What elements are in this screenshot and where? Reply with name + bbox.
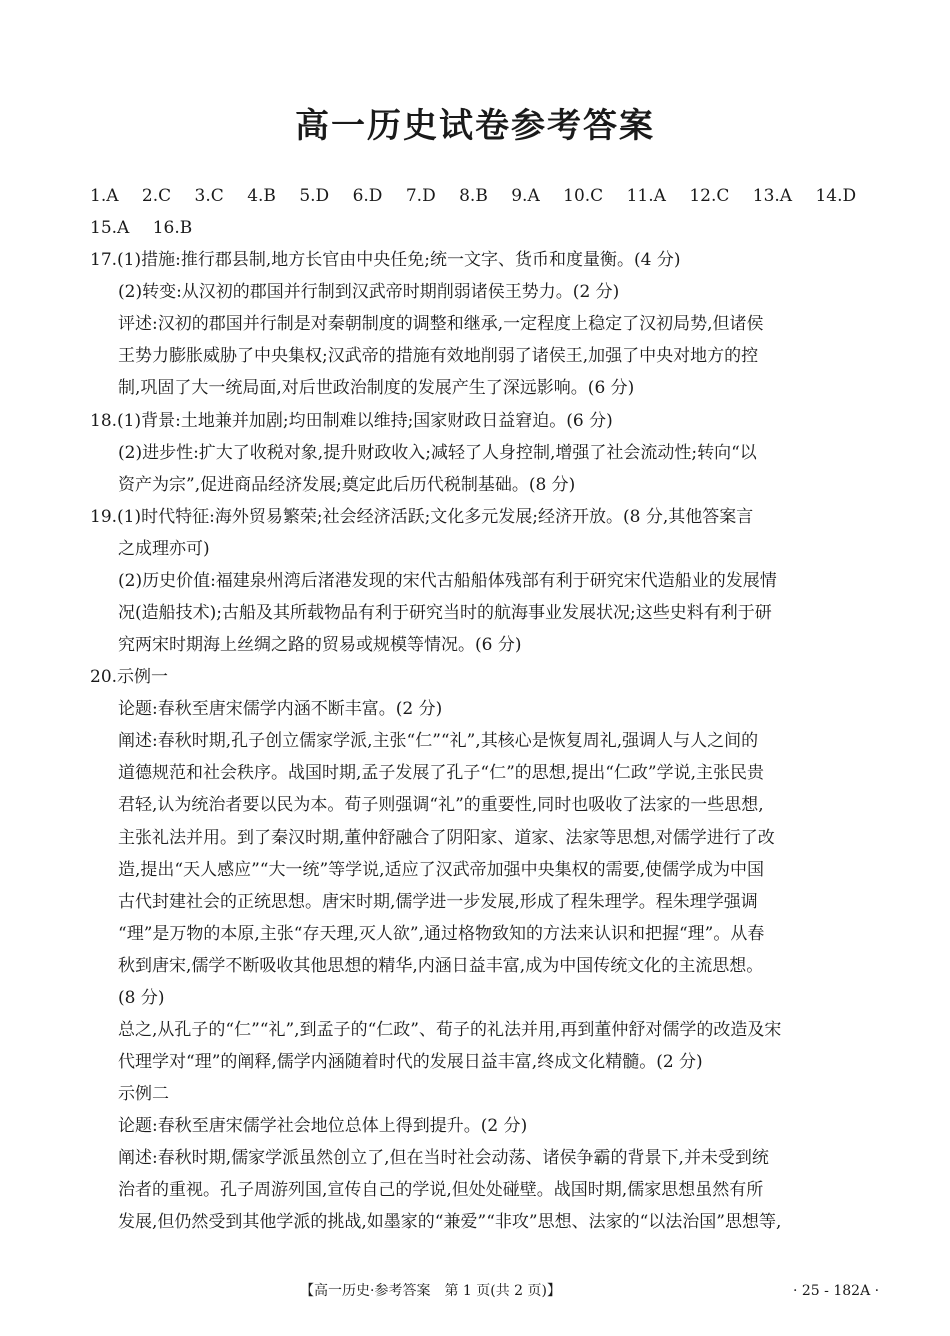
answer-item: 12.C (689, 186, 730, 206)
answer-item: 5.D (299, 186, 330, 206)
choice-answers (90, 184, 856, 240)
text-line: (2)进步性:扩大了收税对象,提升财政收入;减轻了人身控制,增强了社会流动性;转向“以 (118, 443, 757, 463)
text-line: 总之,从孔子的“仁”“礼”,到孟子的“仁政”、荀子的礼法并用,再到董仲舒对儒学的改造及宋 (118, 1020, 782, 1040)
text-line: (2)转变:从汉初的郡国并行制到汉武帝时期削弱诸侯王势力。(2 分) (118, 282, 620, 302)
text-line: “理”是万物的本原,主张“存天理,灭人欲”,通过格物致知的方法来认识和把握“理”。从春 (118, 924, 765, 944)
text-line: 道德规范和社会秩序。战国时期,孟子发展了孔子“仁”的思想,提出“仁政”学说,主张民贵 (118, 763, 764, 783)
answer-item: 6.D (352, 186, 383, 206)
answer-item: 15.A (90, 218, 130, 238)
text-line: 示例二 (118, 1084, 169, 1104)
text-line: 古代封建社会的正统思想。唐宋时期,儒学进一步发展,形成了程朱理学。程朱理学强调 (118, 892, 758, 912)
text-line: (8 分) (118, 988, 165, 1008)
answer-item: 10.C (563, 186, 604, 206)
footer-code: · 25 - 182A · (793, 1283, 880, 1299)
answer-item: 8.B (459, 186, 488, 206)
text-line: 秋到唐宋,儒学不断吸收其他思想的精华,内涵日益丰富,成为中国传统文化的主流思想。 (118, 956, 764, 976)
choice-answers-row-1 (90, 184, 856, 208)
text-line: 17.(1)措施:推行郡县制,地方长官由中央任免;统一文字、货币和度量衡。(4 分) (90, 250, 681, 270)
answer-item: 2.C (141, 186, 172, 206)
answer-item: 4.B (247, 186, 276, 206)
text-line: 发展,但仍然受到其他学派的挑战,如墨家的“兼爱”“非攻”思想、法家的“以法治国”思想等, (118, 1212, 782, 1232)
answer-item: 3.C (194, 186, 224, 206)
answer-item: 13.A (752, 186, 793, 206)
answer-item: 1.A (90, 186, 119, 206)
answer-item: 7.D (405, 186, 436, 206)
text-line: 王势力膨胀威胁了中央集权;汉武帝的措施有效地削弱了诸侯王,加强了中央对地方的控 (118, 346, 759, 366)
text-line: 况(造船技术);古船及其所载物品有利于研究当时的航海事业发展状况;这些史料有利于研 (118, 603, 772, 623)
text-line: 论题:春秋至唐宋儒学内涵不断丰富。(2 分) (118, 699, 443, 719)
text-line: 20.示例一 (90, 667, 169, 687)
answer-item: 16.B (152, 218, 193, 238)
page-title: 高一历史试卷参考答案 (295, 106, 655, 146)
answer-item: 14.D (815, 186, 857, 206)
answer-item: 9.A (511, 186, 540, 206)
answer-item: 11.A (626, 186, 666, 206)
text-line: 阐述:春秋时期,孔子创立儒家学派,主张“仁”“礼”,其核心是恢复周礼,强调人与人之间的 (118, 731, 759, 751)
text-line: 之成理亦可) (118, 539, 210, 559)
choice-answers-row-2 (90, 216, 856, 240)
text-line: 君轻,认为统治者要以民为本。荀子则强调“礼”的重要性,同时也吸收了法家的一些思想, (118, 795, 764, 815)
text-line: 评述:汉初的郡国并行制是对秦朝制度的调整和继承,一定程度上稳定了汉初局势,但诸侯 (118, 314, 764, 334)
text-line: 18.(1)背景:土地兼并加剧;均田制难以维持;国家财政日益窘迫。(6 分) (90, 411, 613, 431)
text-line: 造,提出“天人感应”“大一统”等学说,适应了汉武帝加强中央集权的需要,使儒学成为中国 (118, 860, 764, 880)
text-line: 制,巩固了大一统局面,对后世政治制度的发展产生了深远影响。(6 分) (118, 378, 635, 398)
text-line: 究两宋时期海上丝绸之路的贸易或规模等情况。(6 分) (118, 635, 522, 655)
text-line: 治者的重视。孔子周游列国,宣传自己的学说,但处处碰壁。战国时期,儒家思想虽然有所 (118, 1180, 764, 1200)
text-line: (2)历史价值:福建泉州湾后渚港发现的宋代古船船体残部有利于研究宋代造船业的发展情 (118, 571, 777, 591)
footer-page-info: 【高一历史·参考答案 第 1 页(共 2 页)】 (300, 1283, 561, 1299)
text-line: 阐述:春秋时期,儒家学派虽然创立了,但在当时社会动荡、诸侯争霸的背景下,并未受到统 (118, 1148, 769, 1168)
text-line: 主张礼法并用。到了秦汉时期,董仲舒融合了阴阳家、道家、法家等思想,对儒学进行了改 (118, 828, 775, 848)
text-line: 19.(1)时代特征:海外贸易繁荣;社会经济活跃;文化多元发展;经济开放。(8 分,其他答案言 (90, 507, 754, 527)
text-line: 代理学对“理”的阐释,儒学内涵随着时代的发展日益丰富,终成文化精髓。(2 分) (118, 1052, 703, 1072)
text-line: 资产为宗”,促进商品经济发展;奠定此后历代税制基础。(8 分) (118, 475, 576, 495)
text-line: 论题:春秋至唐宋儒学社会地位总体上得到提升。(2 分) (118, 1116, 528, 1136)
